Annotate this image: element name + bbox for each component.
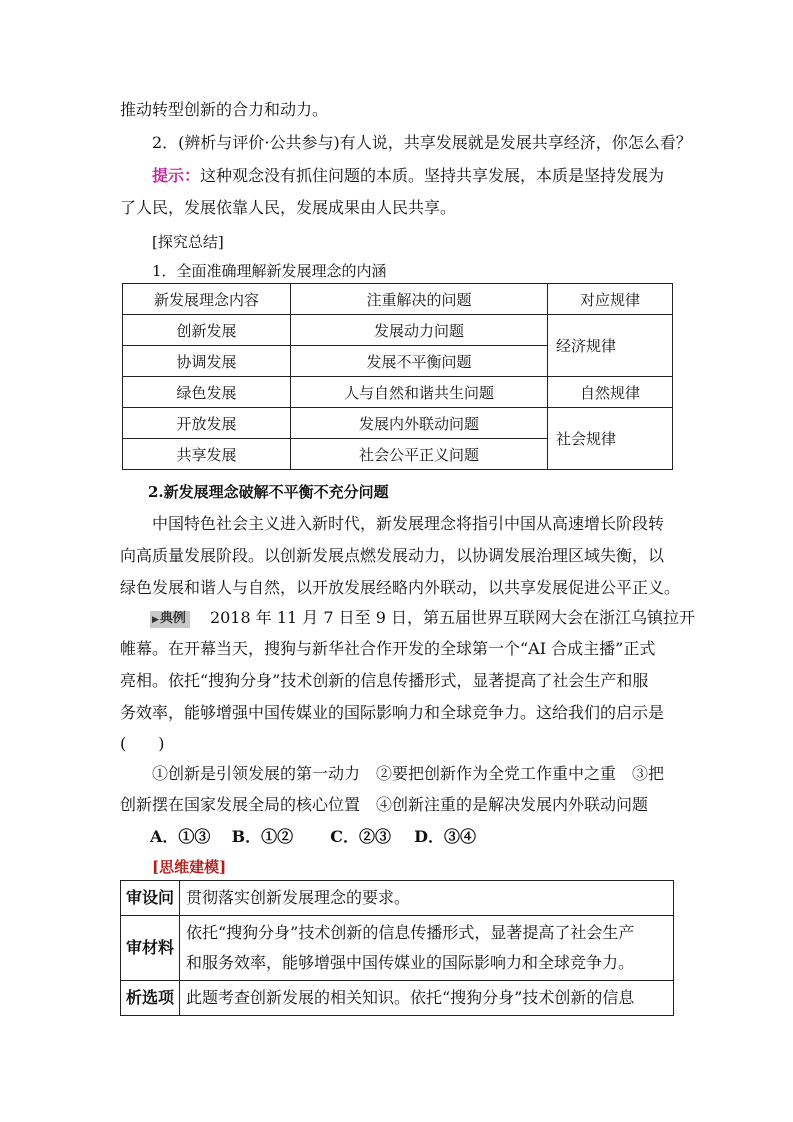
law-cell: 经济规律 (548, 315, 673, 377)
statement-line: ①创新是引领发展的第一动力 ②要把创新作为全党工作重中之重 ③把 (152, 764, 665, 783)
law-cell: 社会规律 (548, 408, 673, 470)
table-header-cell: 注重解决的问题 (291, 284, 548, 315)
table-cell: 社会公平正义问题 (291, 439, 548, 470)
table-cell: 发展内外联动问题 (291, 408, 548, 439)
example-label (150, 611, 190, 628)
model-row-text-line: 和服务效率，能够增强中国传媒业的国际影响力和全球竞争力。 (186, 953, 635, 972)
model-row-text-line: 依托“搜狗分身”技术创新的信息传播形式，显著提高了社会生产 (186, 923, 635, 942)
concept-table (122, 283, 673, 470)
summary-heading: [探究总结] (152, 233, 224, 251)
table-cell: 创新发展 (123, 315, 291, 346)
statement-line: 创新摆在国家发展全局的核心位置 ④创新注重的是解决发展内外联动问题 (120, 795, 649, 814)
model-row-text (180, 916, 674, 981)
table-header-cell: 新发展理念内容 (123, 284, 291, 315)
example-line-1 (150, 608, 695, 629)
model-row-text: 贯彻落实创新发展理念的要求。 (180, 881, 674, 916)
example-label-text: 典例 (159, 611, 186, 626)
option-b: B．①② (231, 827, 294, 846)
table-cell: 人与自然和谐共生问题 (291, 377, 548, 408)
model-row (121, 881, 674, 916)
option-a: A．①③ (150, 827, 211, 846)
intro-line: 推动转型创新的合力和动力。 (120, 100, 329, 119)
para-line: 中国特色社会主义进入新时代，新发展理念将指引中国从高速增长阶段转 (152, 514, 665, 533)
table-cell: 发展动力问题 (291, 315, 548, 346)
para-line: 向高质量发展阶段。以创新发展点燃发展动力，以协调发展治理区域失衡，以 (120, 546, 665, 565)
example-line: 务效率，能够增强中国传媒业的国际影响力和全球竞争力。这给我们的启示是 (120, 703, 665, 722)
table-cell: 协调发展 (123, 346, 291, 377)
table-cell: 共享发展 (123, 439, 291, 470)
question-2: 2．(辨析与评价·公共参与)有人说，共享发展就是发展共享经济，你怎么看？ (152, 133, 692, 152)
model-row-head: 审设问 (121, 881, 180, 916)
hint-text-1: 这种观念没有抓住问题的本质。坚持共享发展，本质是坚持发展为 (200, 166, 665, 185)
law-cell: 自然规律 (548, 377, 673, 408)
hint-line-2: 了人民，发展依靠人民，发展成果由人民共享。 (120, 198, 457, 217)
model-row-text: 此题考查创新发展的相关知识。依托“搜狗分身”技术创新的信息 (180, 981, 674, 1016)
model-row (121, 916, 674, 981)
option-c: C．②③ (330, 827, 392, 846)
options-row (150, 827, 476, 847)
option-d: D．③④ (414, 827, 477, 846)
table-header-cell: 对应规律 (548, 284, 673, 315)
model-row-head: 析选项 (121, 981, 180, 1016)
thinking-model-table (120, 880, 674, 1016)
para-line: 绿色发展和谐人与自然，以开放发展经略内外联动，以共享发展促进公平正义。 (120, 578, 681, 597)
hint-label: 提示： (152, 166, 201, 185)
table-row (123, 315, 673, 346)
table-header-row (123, 284, 673, 315)
table-cell: 绿色发展 (123, 377, 291, 408)
table-cell: 发展不平衡问题 (291, 346, 548, 377)
example-line: 亮相。依托“搜狗分身”技术创新的信息传播形式，显著提高了社会生产和服 (120, 671, 649, 690)
model-row (121, 981, 674, 1016)
hint-line-1 (152, 166, 664, 186)
triangle-icon: ▶ (152, 615, 159, 625)
example-line: 帷幕。在开幕当天，搜狗与新华社合作开发的全球第一个“AI 合成主播”正式 (120, 639, 656, 658)
table-cell: 开放发展 (123, 408, 291, 439)
model-heading: [思维建模] (152, 858, 227, 876)
example-text: 2018 年 11 月 7 日至 9 日，第五届世界互联网大会在浙江乌镇拉开 (209, 608, 695, 627)
summary-point-1: 1．全面准确理解新发展理念的内涵 (152, 262, 387, 280)
table-row (123, 377, 673, 408)
table-row (123, 408, 673, 439)
model-row-head: 审材料 (121, 916, 180, 981)
summary-point-2: 2.新发展理念破解不平衡不充分问题 (148, 483, 389, 501)
answer-blank: ( ) (120, 734, 165, 753)
